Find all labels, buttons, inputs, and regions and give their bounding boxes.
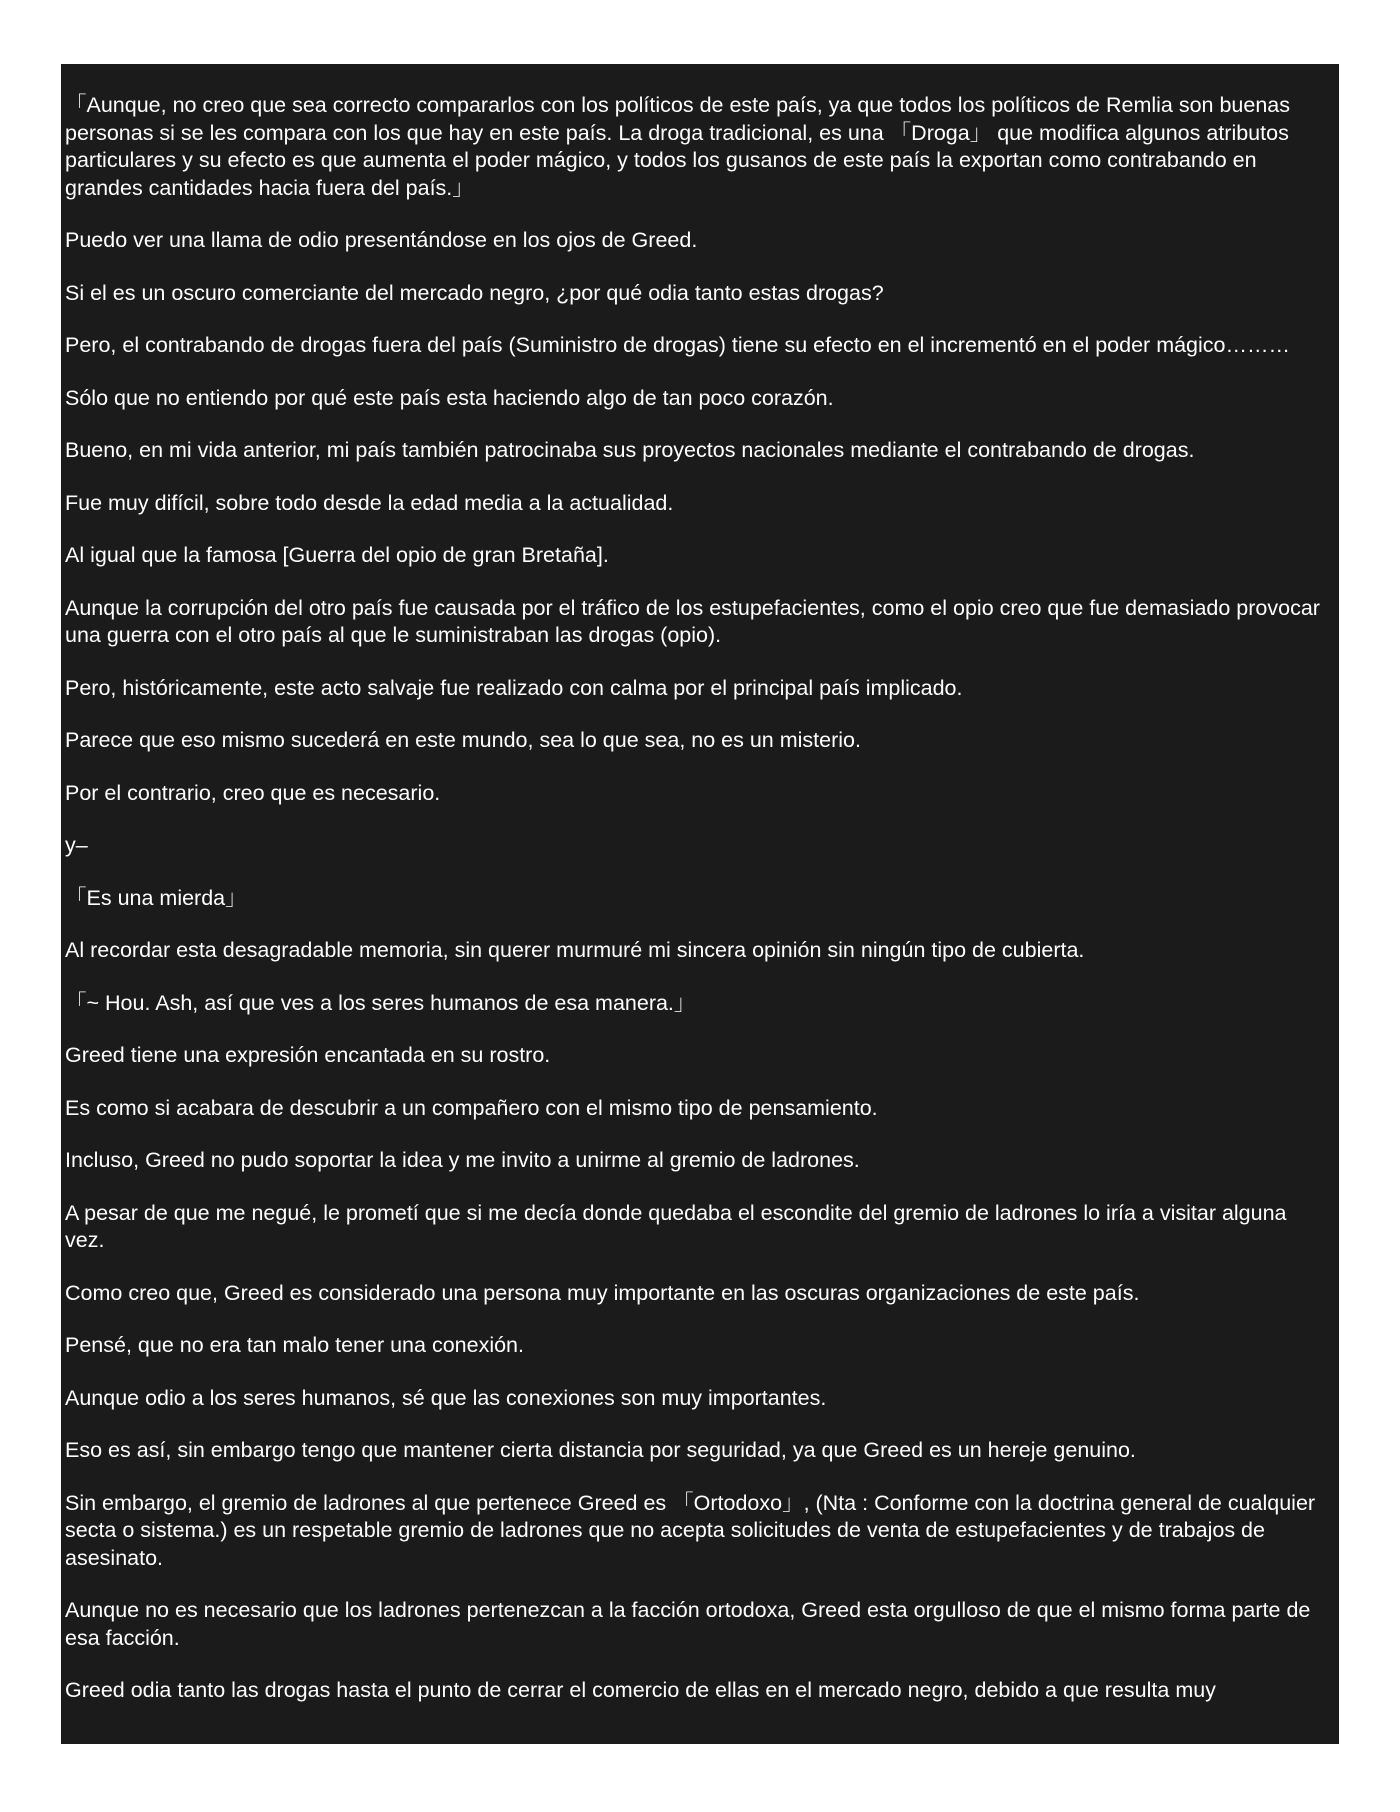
paragraph: y– — [65, 833, 88, 857]
paragraph: Puedo ver una llama de odio presentándose en los ojos de Greed. — [65, 228, 698, 252]
paragraph: Como creo que, Greed es considerado una persona muy importante en las oscuras organizaciones de este país. — [65, 1280, 1140, 1305]
paragraph: Al igual que la famosa [Guerra del opio de gran Bretaña]. — [65, 543, 609, 567]
paragraph: 「~ Hou. Ash, así que ves a los seres humanos de esa manera.」 — [65, 990, 696, 1015]
paragraph: Pensé, que no era tan malo tener una conexión. — [65, 1333, 524, 1357]
paragraph: Greed tiene una expresión encantada en su rostro. — [65, 1043, 551, 1067]
paragraph: Sin embargo, el gremio de ladrones al que pertenece Greed es 「Ortodoxo」, (Nta : Conforme con la doctrina general de cualquier secta o sistema.) es un respetable gremio de ladrones que no acepta solicitudes de venta de estupefacientes y de trabajos de asesinato. — [65, 1490, 1316, 1570]
paragraph: Es como si acabara de descubrir a un compañero con el mismo tipo de pensamiento. — [65, 1095, 878, 1120]
paragraph: Sólo que no entiendo por qué este país esta haciendo algo de tan poco corazón. — [65, 385, 834, 410]
document-body — [65, 92, 1329, 1730]
paragraph: Al recordar esta desagradable memoria, sin querer murmuré mi sincera opinión sin ningún tipo de cubierta. — [65, 938, 1085, 962]
paragraph: Eso es así, sin embargo tengo que mantener cierta distancia por seguridad, ya que Greed es un hereje genuino. — [65, 1438, 1136, 1462]
paragraph: A pesar de que me negué, le prometí que si me decía donde quedaba el escondite del gremio de ladrones lo iría a visitar alguna vez. — [65, 1200, 1287, 1252]
paragraph: Fue muy difícil, sobre todo desde la edad media a la actualidad. — [65, 490, 674, 515]
paragraph: Incluso, Greed no pudo soportar la idea y me invito a unirme al gremio de ladrones. — [65, 1148, 860, 1172]
paragraph: 「Aunque, no creo que sea correcto compararlos con los políticos de este país, ya que todos los políticos de Remlia son buenas personas si se les compara con los que hay en este país. La droga tradicional, es una 「Droga」 que modifica algunos atributos particulares y su efecto es que aumenta el poder mágico, y todos los gusanos de este país la exportan como contrabando en grandes cantidades hacia fuera del país.」 — [65, 93, 1291, 200]
paragraph: 「Es una mierda」 — [65, 885, 247, 910]
paragraph: Aunque odio a los seres humanos, sé que las conexiones son muy importantes. — [65, 1385, 827, 1410]
paragraph: Pero, el contrabando de drogas fuera del país (Suministro de drogas) tiene su efecto en el incrementó en el poder mágico……… — [65, 333, 1290, 357]
paragraph: Pero, históricamente, este acto salvaje fue realizado con calma por el principal país implicado. — [65, 675, 963, 700]
paragraph: Si el es un oscuro comerciante del mercado negro, ¿por qué odia tanto estas drogas? — [65, 280, 884, 305]
paragraph: Por el contrario, creo que es necesario. — [65, 780, 441, 805]
paragraph: Parece que eso mismo sucederá en este mundo, sea lo que sea, no es un misterio. — [65, 728, 861, 752]
paragraph: Bueno, en mi vida anterior, mi país también patrocinaba sus proyectos nacionales mediante el contrabando de drogas. — [65, 438, 1195, 462]
document-page — [61, 64, 1339, 1744]
paragraph: Greed odia tanto las drogas hasta el punto de cerrar el comercio de ellas en el mercado negro, debido a que resulta muy — [65, 1678, 1216, 1702]
paragraph: Aunque no es necesario que los ladrones pertenezcan a la facción ortodoxa, Greed esta orgulloso de que el mismo forma parte de esa facción. — [65, 1598, 1311, 1650]
paragraph: Aunque la corrupción del otro país fue causada por el tráfico de los estupefacientes, como el opio creo que fue demasiado provocar una guerra con el otro país al que le suministraban las drogas (opio). — [65, 595, 1320, 647]
